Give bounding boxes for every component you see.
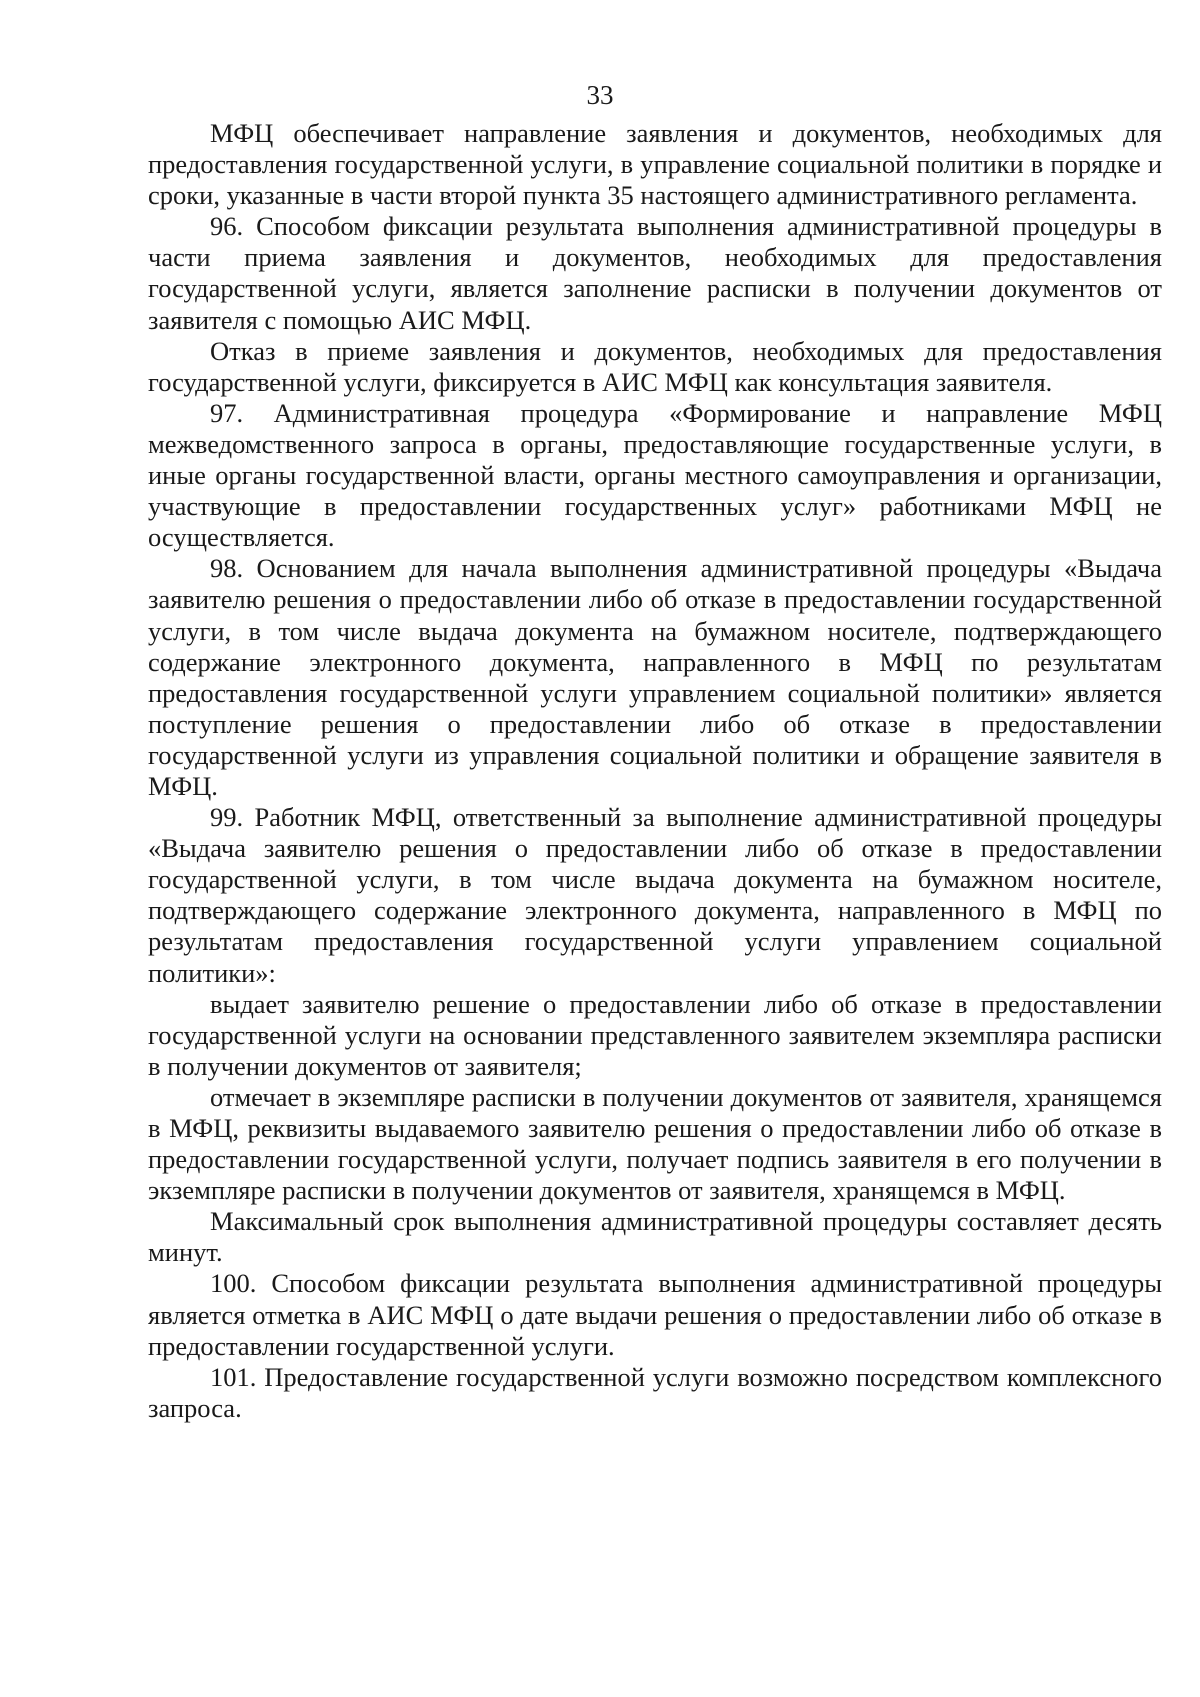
paragraph-98: 98. Основанием для начала выполнения административной процедуры «Выдача заявителю решения о предоставлении либо об отказе в предоставлении государственной услуги, в том числе выдача документа на бумажном носителе, подтверждающего содержание электронного документа, направленного в МФЦ по результатам предоставления государственной услуги управлением социальной политики» является поступление решения о предоставлении либо об отказе в предоставлении государственной услуги из управления социальной политики и обращение заявителя в МФЦ. [148, 553, 1162, 801]
paragraph-96: 96. Способом фиксации результата выполнения административной процедуры в части приема заявления и документов, необходимых для предоставления государственной услуги, является заполнение расписки в получении документов от заявителя с помощью АИС МФЦ. [148, 211, 1162, 335]
paragraph-mfc-sends-documents: МФЦ обеспечивает направление заявления и документов, необходимых для предоставления государственной услуги, в управление социальной политики в порядке и сроки, указанные в части второй пункта 35 настоящего административного регламента. [148, 118, 1162, 211]
paragraph-refusal-recorded: Отказ в приеме заявления и документов, необходимых для предоставления государственной услуги, фиксируется в АИС МФЦ как консультация заявителя. [148, 335, 1162, 397]
paragraph-101: 101. Предоставление государственной услуги возможно посредством комплексного запроса. [148, 1361, 1162, 1423]
page-number: 33 [586, 80, 614, 110]
paragraph-max-time: Максимальный срок выполнения административной процедуры составляет десять минут. [148, 1206, 1162, 1268]
paragraph-marks-receipt: отмечает в экземпляре расписки в получении документов от заявителя, хранящемся в МФЦ, реквизиты выдаваемого заявителю решения о предоставлении либо об отказе в предоставлении государственной услуги, получает подпись заявителя в его получении в экземпляре расписки в получении документов от заявителя, хранящемся в МФЦ. [148, 1081, 1162, 1206]
paragraph-97: 97. Административная процедура «Формирование и направление МФЦ межведомственного запроса в органы, предоставляющие государственные услуги, в иные органы государственной власти, органы местного самоуправления и организации, участвующие в предоставлении государственных услуг» работниками МФЦ не осуществляется. [148, 397, 1162, 553]
paragraph-100: 100. Способом фиксации результата выполнения административной процедуры является отметка в АИС МФЦ о дате выдачи решения о предоставлении либо об отказе в предоставлении государственной услуги. [148, 1268, 1162, 1361]
document-body [148, 118, 1162, 1424]
paragraph-99: 99. Работник МФЦ, ответственный за выполнение административной процедуры «Выдача заявителю решения о предоставлении либо об отказе в предоставлении государственной услуги, в том числе выдача документа на бумажном носителе, подтверждающего содержание электронного документа, направленного в МФЦ по результатам предоставления государственной услуги управлением социальной политики»: [148, 802, 1162, 988]
paragraph-issues-decision: выдает заявителю решение о предоставлении либо об отказе в предоставлении государственной услуги на основании представленного заявителем экземпляра расписки в получении документов от заявителя; [148, 988, 1162, 1081]
